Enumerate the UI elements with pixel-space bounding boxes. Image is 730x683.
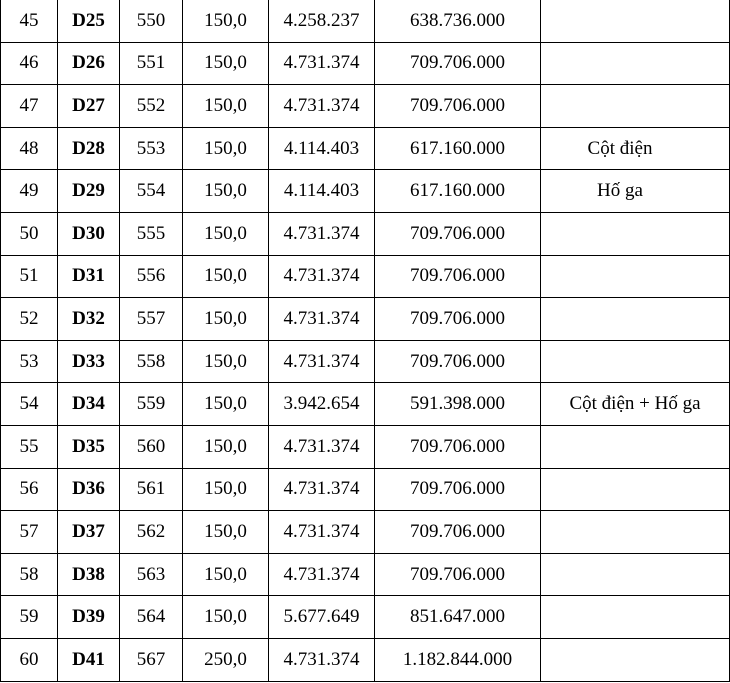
unit-price: 4.731.374 xyxy=(269,42,375,85)
lot-code: D27 xyxy=(58,85,120,128)
lot-area: 250,0 xyxy=(183,638,269,681)
lot-number: 557 xyxy=(120,298,183,341)
row-number: 50 xyxy=(1,212,58,255)
lot-number: 561 xyxy=(120,468,183,511)
note xyxy=(541,596,730,639)
total-amount: 709.706.000 xyxy=(375,340,541,383)
table-row xyxy=(1,553,730,596)
lot-code: D36 xyxy=(58,468,120,511)
unit-price: 4.731.374 xyxy=(269,255,375,298)
total-amount: 851.647.000 xyxy=(375,596,541,639)
unit-price: 5.677.649 xyxy=(269,596,375,639)
lot-number: 552 xyxy=(120,85,183,128)
unit-price: 4.731.374 xyxy=(269,85,375,128)
lot-area: 150,0 xyxy=(183,255,269,298)
unit-price: 4.731.374 xyxy=(269,511,375,554)
lot-code: D31 xyxy=(58,255,120,298)
lot-number: 559 xyxy=(120,383,183,426)
total-amount: 709.706.000 xyxy=(375,553,541,596)
row-number: 47 xyxy=(1,85,58,128)
unit-price: 4.731.374 xyxy=(269,553,375,596)
lot-number: 555 xyxy=(120,212,183,255)
total-amount: 709.706.000 xyxy=(375,425,541,468)
lot-code: D38 xyxy=(58,553,120,596)
table-row xyxy=(1,596,730,639)
unit-price: 4.731.374 xyxy=(269,638,375,681)
row-number: 56 xyxy=(1,468,58,511)
note: Cột điện + Hố ga xyxy=(541,383,730,426)
table-row xyxy=(1,340,730,383)
row-number: 51 xyxy=(1,255,58,298)
lot-code: D30 xyxy=(58,212,120,255)
total-amount: 638.736.000 xyxy=(375,0,541,42)
table-row xyxy=(1,511,730,554)
lot-area: 150,0 xyxy=(183,425,269,468)
note xyxy=(541,553,730,596)
lot-area: 150,0 xyxy=(183,42,269,85)
note xyxy=(541,255,730,298)
lot-area: 150,0 xyxy=(183,468,269,511)
row-number: 52 xyxy=(1,298,58,341)
table-row xyxy=(1,127,730,170)
lot-number: 560 xyxy=(120,425,183,468)
note xyxy=(541,42,730,85)
lot-number: 550 xyxy=(120,0,183,42)
row-number: 48 xyxy=(1,127,58,170)
total-amount: 709.706.000 xyxy=(375,85,541,128)
table-row xyxy=(1,638,730,681)
total-amount: 709.706.000 xyxy=(375,511,541,554)
table-row xyxy=(1,42,730,85)
row-number: 49 xyxy=(1,170,58,213)
row-number: 58 xyxy=(1,553,58,596)
table-row xyxy=(1,85,730,128)
total-amount: 617.160.000 xyxy=(375,170,541,213)
total-amount: 591.398.000 xyxy=(375,383,541,426)
lot-code: D26 xyxy=(58,42,120,85)
unit-price: 4.731.374 xyxy=(269,212,375,255)
total-amount: 709.706.000 xyxy=(375,298,541,341)
lot-area: 150,0 xyxy=(183,0,269,42)
lot-number: 562 xyxy=(120,511,183,554)
lot-number: 553 xyxy=(120,127,183,170)
lot-number: 563 xyxy=(120,553,183,596)
note xyxy=(541,468,730,511)
lot-code: D32 xyxy=(58,298,120,341)
unit-price: 4.731.374 xyxy=(269,340,375,383)
note xyxy=(541,511,730,554)
lot-number: 558 xyxy=(120,340,183,383)
lot-area: 150,0 xyxy=(183,170,269,213)
lot-code: D33 xyxy=(58,340,120,383)
lot-number: 556 xyxy=(120,255,183,298)
note xyxy=(541,298,730,341)
lot-code: D34 xyxy=(58,383,120,426)
unit-price: 4.114.403 xyxy=(269,127,375,170)
table-row xyxy=(1,212,730,255)
unit-price: 4.731.374 xyxy=(269,425,375,468)
lot-area: 150,0 xyxy=(183,383,269,426)
unit-price: 4.114.403 xyxy=(269,170,375,213)
row-number: 53 xyxy=(1,340,58,383)
note xyxy=(541,638,730,681)
total-amount: 617.160.000 xyxy=(375,127,541,170)
row-number: 57 xyxy=(1,511,58,554)
total-amount: 709.706.000 xyxy=(375,42,541,85)
note xyxy=(541,212,730,255)
unit-price: 3.942.654 xyxy=(269,383,375,426)
total-amount: 709.706.000 xyxy=(375,255,541,298)
total-amount: 709.706.000 xyxy=(375,468,541,511)
unit-price: 4.731.374 xyxy=(269,298,375,341)
note: Cột điện xyxy=(541,127,730,170)
lot-code: D28 xyxy=(58,127,120,170)
table-row xyxy=(1,255,730,298)
lot-code: D39 xyxy=(58,596,120,639)
note xyxy=(541,340,730,383)
total-amount: 709.706.000 xyxy=(375,212,541,255)
lot-number: 567 xyxy=(120,638,183,681)
lot-area: 150,0 xyxy=(183,127,269,170)
note xyxy=(541,425,730,468)
row-number: 46 xyxy=(1,42,58,85)
table-row xyxy=(1,383,730,426)
lot-area: 150,0 xyxy=(183,340,269,383)
lot-area: 150,0 xyxy=(183,511,269,554)
row-number: 59 xyxy=(1,596,58,639)
table-row xyxy=(1,170,730,213)
lot-number: 554 xyxy=(120,170,183,213)
table-row xyxy=(1,425,730,468)
lot-area: 150,0 xyxy=(183,85,269,128)
note xyxy=(541,85,730,128)
lot-area: 150,0 xyxy=(183,212,269,255)
table-body xyxy=(1,0,730,681)
table-row xyxy=(1,0,730,42)
lot-area: 150,0 xyxy=(183,298,269,341)
table-row xyxy=(1,468,730,511)
lot-code: D25 xyxy=(58,0,120,42)
lot-code: D37 xyxy=(58,511,120,554)
total-amount: 1.182.844.000 xyxy=(375,638,541,681)
lot-area: 150,0 xyxy=(183,596,269,639)
table-row xyxy=(1,298,730,341)
unit-price: 4.731.374 xyxy=(269,468,375,511)
lot-code: D35 xyxy=(58,425,120,468)
row-number: 54 xyxy=(1,383,58,426)
lot-area: 150,0 xyxy=(183,553,269,596)
lot-number: 551 xyxy=(120,42,183,85)
note: Hố ga xyxy=(541,170,730,213)
row-number: 60 xyxy=(1,638,58,681)
note xyxy=(541,0,730,42)
lot-code: D29 xyxy=(58,170,120,213)
row-number: 55 xyxy=(1,425,58,468)
lot-code: D41 xyxy=(58,638,120,681)
row-number: 45 xyxy=(1,0,58,42)
lot-number: 564 xyxy=(120,596,183,639)
unit-price: 4.258.237 xyxy=(269,0,375,42)
